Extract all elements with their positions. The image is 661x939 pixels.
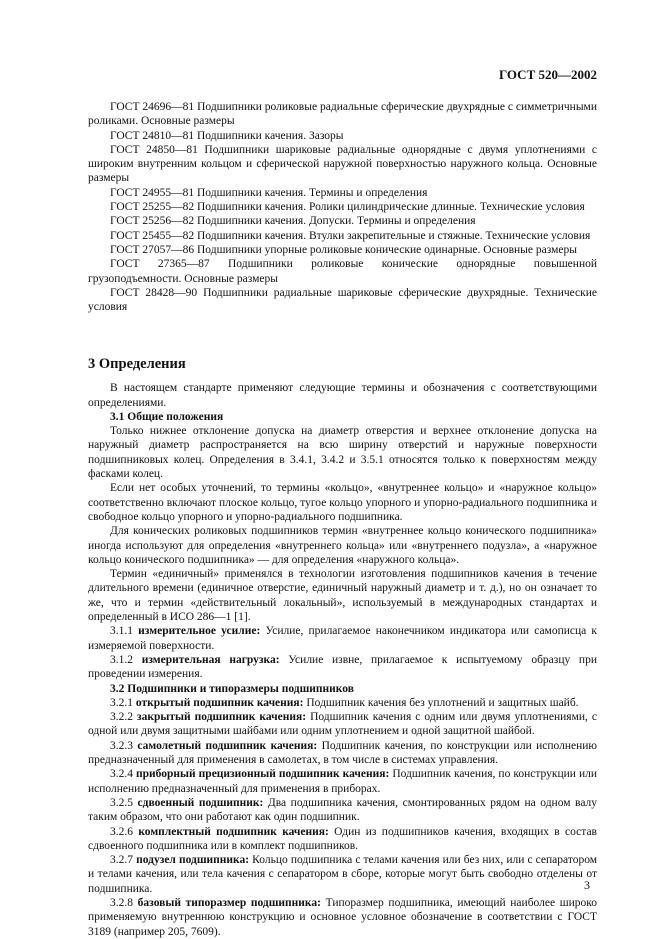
section-title: 3 Определения bbox=[88, 356, 186, 372]
item-number: 3.2.3 bbox=[110, 739, 133, 752]
definition-text: Кольцо подшипника с телами качения или без них, или с сепаратором и телами качения, или тела качения с сепаратором в сборе, которые могут быть свободно отделены от подшипника. bbox=[88, 854, 598, 895]
paragraph: Для конических роликовых подшипников термин «внутреннее кольцо конического подшипника» иногда используют для определения «внутреннего кольца» или «внутреннего подузла», а «наружное кольцо конического подшипника» — для определения «наружного кольца». bbox=[88, 525, 597, 566]
item-number: 3.2.1 bbox=[110, 696, 133, 709]
term: подузел подшипника: bbox=[136, 854, 250, 867]
definition-text: Усилие, прилагаемое наконечником индикатора или самописца к измеряемой поверхности. bbox=[88, 625, 598, 652]
definition-item bbox=[88, 739, 597, 768]
reference-item: ГОСТ 24850—81 Подшипники шариковые радиальные однорядные с двумя уплотнениями с широким внутренним кольцом и сферической наружной поверхностью наружного кольца. Основные размеры bbox=[88, 143, 597, 185]
item-number: 3.1.2 bbox=[110, 653, 133, 666]
definition-item bbox=[88, 853, 597, 896]
normative-references bbox=[88, 100, 597, 314]
reference-item: ГОСТ 25255—82 Подшипники качения. Ролики цилиндрические длинные. Технические условия bbox=[110, 201, 585, 214]
definition-text: Подшипник качения, по конструкции или исполнению предназначенный для применения в самолетах, в том числе в системах управления. bbox=[88, 739, 598, 767]
paragraph: Термин «единичный» применялся в технологии изготовления подшипников качения в течение длительного времени (единичное отверстие, единичный наружный диаметр и т. д.), но он означает то же, что и термин «действительный локальный», используемый в международных стандартах и определенный в ИСО 286—1 [1]. bbox=[88, 568, 597, 624]
reference-item: ГОСТ 27057—86 Подшипники упорные роликовые конические одинарные. Основные размеры bbox=[110, 243, 577, 256]
definition-text: Усилие извне, прилагаемое к испытуемому образцу при проведении измерения. bbox=[88, 653, 597, 681]
item-number: 3.2.5 bbox=[110, 796, 133, 809]
reference-item: ГОСТ 24810—81 Подшипники качения. Зазоры bbox=[110, 129, 344, 142]
definition-item bbox=[88, 624, 597, 653]
definition-text: Типоразмер подшипника, имеющий наиболее широко применяемую внутреннюю конструкцию и основное условное обозначение в соответствии с ГОСТ 3189 (например 205, 7609). bbox=[88, 896, 597, 938]
reference-item: ГОСТ 27365—87 Подшипники роликовые конические однорядные повышенной грузоподъемности. Основные размеры bbox=[88, 258, 597, 285]
reference-item: ГОСТ 24955—81 Подшипники качения. Термины и определения bbox=[110, 186, 428, 199]
definition-item bbox=[88, 825, 597, 854]
item-number: 3.2.7 bbox=[110, 854, 133, 867]
term: комплектный подшипник качения: bbox=[138, 825, 329, 838]
definition-text: Подшипник качения с одним или двумя уплотнениями, с одной или двумя защитными шайбами или одним уплотнением и одной защитной шайбой. bbox=[88, 711, 598, 738]
reference-item: ГОСТ 28428—90 Подшипники радиальные шариковые сферические двухрядные. Технические условия bbox=[88, 286, 597, 314]
item-number: 3.2.4 bbox=[110, 768, 133, 781]
term: открытый подшипник качения: bbox=[135, 696, 304, 709]
definition-text: Подшипник качения без уплотнений и защитных шайб. bbox=[303, 696, 579, 709]
paragraph: Если нет особых уточнений, то термины «кольцо», «внутреннее кольцо» и «наружное кольцо» соответственно включают плоское кольцо, тугое кольцо упорного и упорно-радиального подшипника и свободное кольцо упорного и упорно-радиального подшипника. bbox=[88, 482, 597, 523]
definition-item bbox=[88, 710, 597, 739]
term: базовый типоразмер подшипника: bbox=[137, 896, 321, 909]
term: сдвоенный подшипник: bbox=[137, 796, 264, 809]
item-number: 3.2.2 bbox=[110, 711, 133, 724]
definition-item bbox=[88, 767, 597, 796]
term: закрытый подшипник качения: bbox=[137, 711, 307, 724]
definition-text: Один из подшипников качения, входящих в состав сдвоенного подшипника или в комплект подшипников. bbox=[88, 825, 597, 852]
page-number: 3 bbox=[584, 878, 590, 892]
term: приборный прецизионный подшипник качения: bbox=[136, 768, 390, 781]
reference-item: ГОСТ 25455—82 Подшипники качения. Втулки закрепительные и стяжные. Технические условия bbox=[110, 229, 591, 242]
definition-item bbox=[88, 653, 597, 682]
definition-item bbox=[88, 696, 597, 710]
section-intro: В настоящем стандарте применяют следующие термины и обозначения с соответствующими определениями. bbox=[88, 382, 597, 409]
subsection-title: 3.2 Подшипники и типоразмеры подшипников bbox=[110, 682, 354, 695]
document-header: ГОСТ 520—2002 bbox=[498, 67, 597, 82]
subsection-title: 3.1 Общие положения bbox=[110, 410, 224, 423]
definition-item bbox=[88, 896, 597, 939]
term: измерительная нагрузка: bbox=[141, 653, 280, 666]
reference-item: ГОСТ 24696—81 Подшипники роликовые радиальные сферические двухрядные с симметричными роликами. Основные размеры bbox=[88, 101, 597, 128]
definition-item bbox=[88, 796, 597, 825]
paragraph: Только нижнее отклонение допуска на диаметр отверстия и верхнее отклонение допуска на наружный диаметр распространяется на всю ширину отверстий и наружные поверхности подшипниковых колец. Определения в 3.4.1, 3.4.2 и 3.5.1 относятся только к поверхностям между фасками колец. bbox=[88, 425, 597, 481]
reference-item: ГОСТ 25256—82 Подшипники качения. Допуски. Термины и определения bbox=[110, 215, 476, 228]
term: измерительное усилие: bbox=[138, 625, 261, 638]
definition-text: Два подшипника качения, смонтированных рядом на одном валу таким образом, что они работают как один подшипник. bbox=[88, 796, 598, 824]
definition-text: Подшипник качения, по конструкции или исполнению предназначенный для применения в приборах. bbox=[88, 768, 597, 795]
section-definitions bbox=[88, 357, 597, 939]
item-number: 3.2.6 bbox=[110, 825, 133, 838]
term: самолетный подшипник качения: bbox=[137, 739, 318, 752]
item-number: 3.2.8 bbox=[110, 896, 133, 909]
item-number: 3.1.1 bbox=[110, 625, 133, 638]
